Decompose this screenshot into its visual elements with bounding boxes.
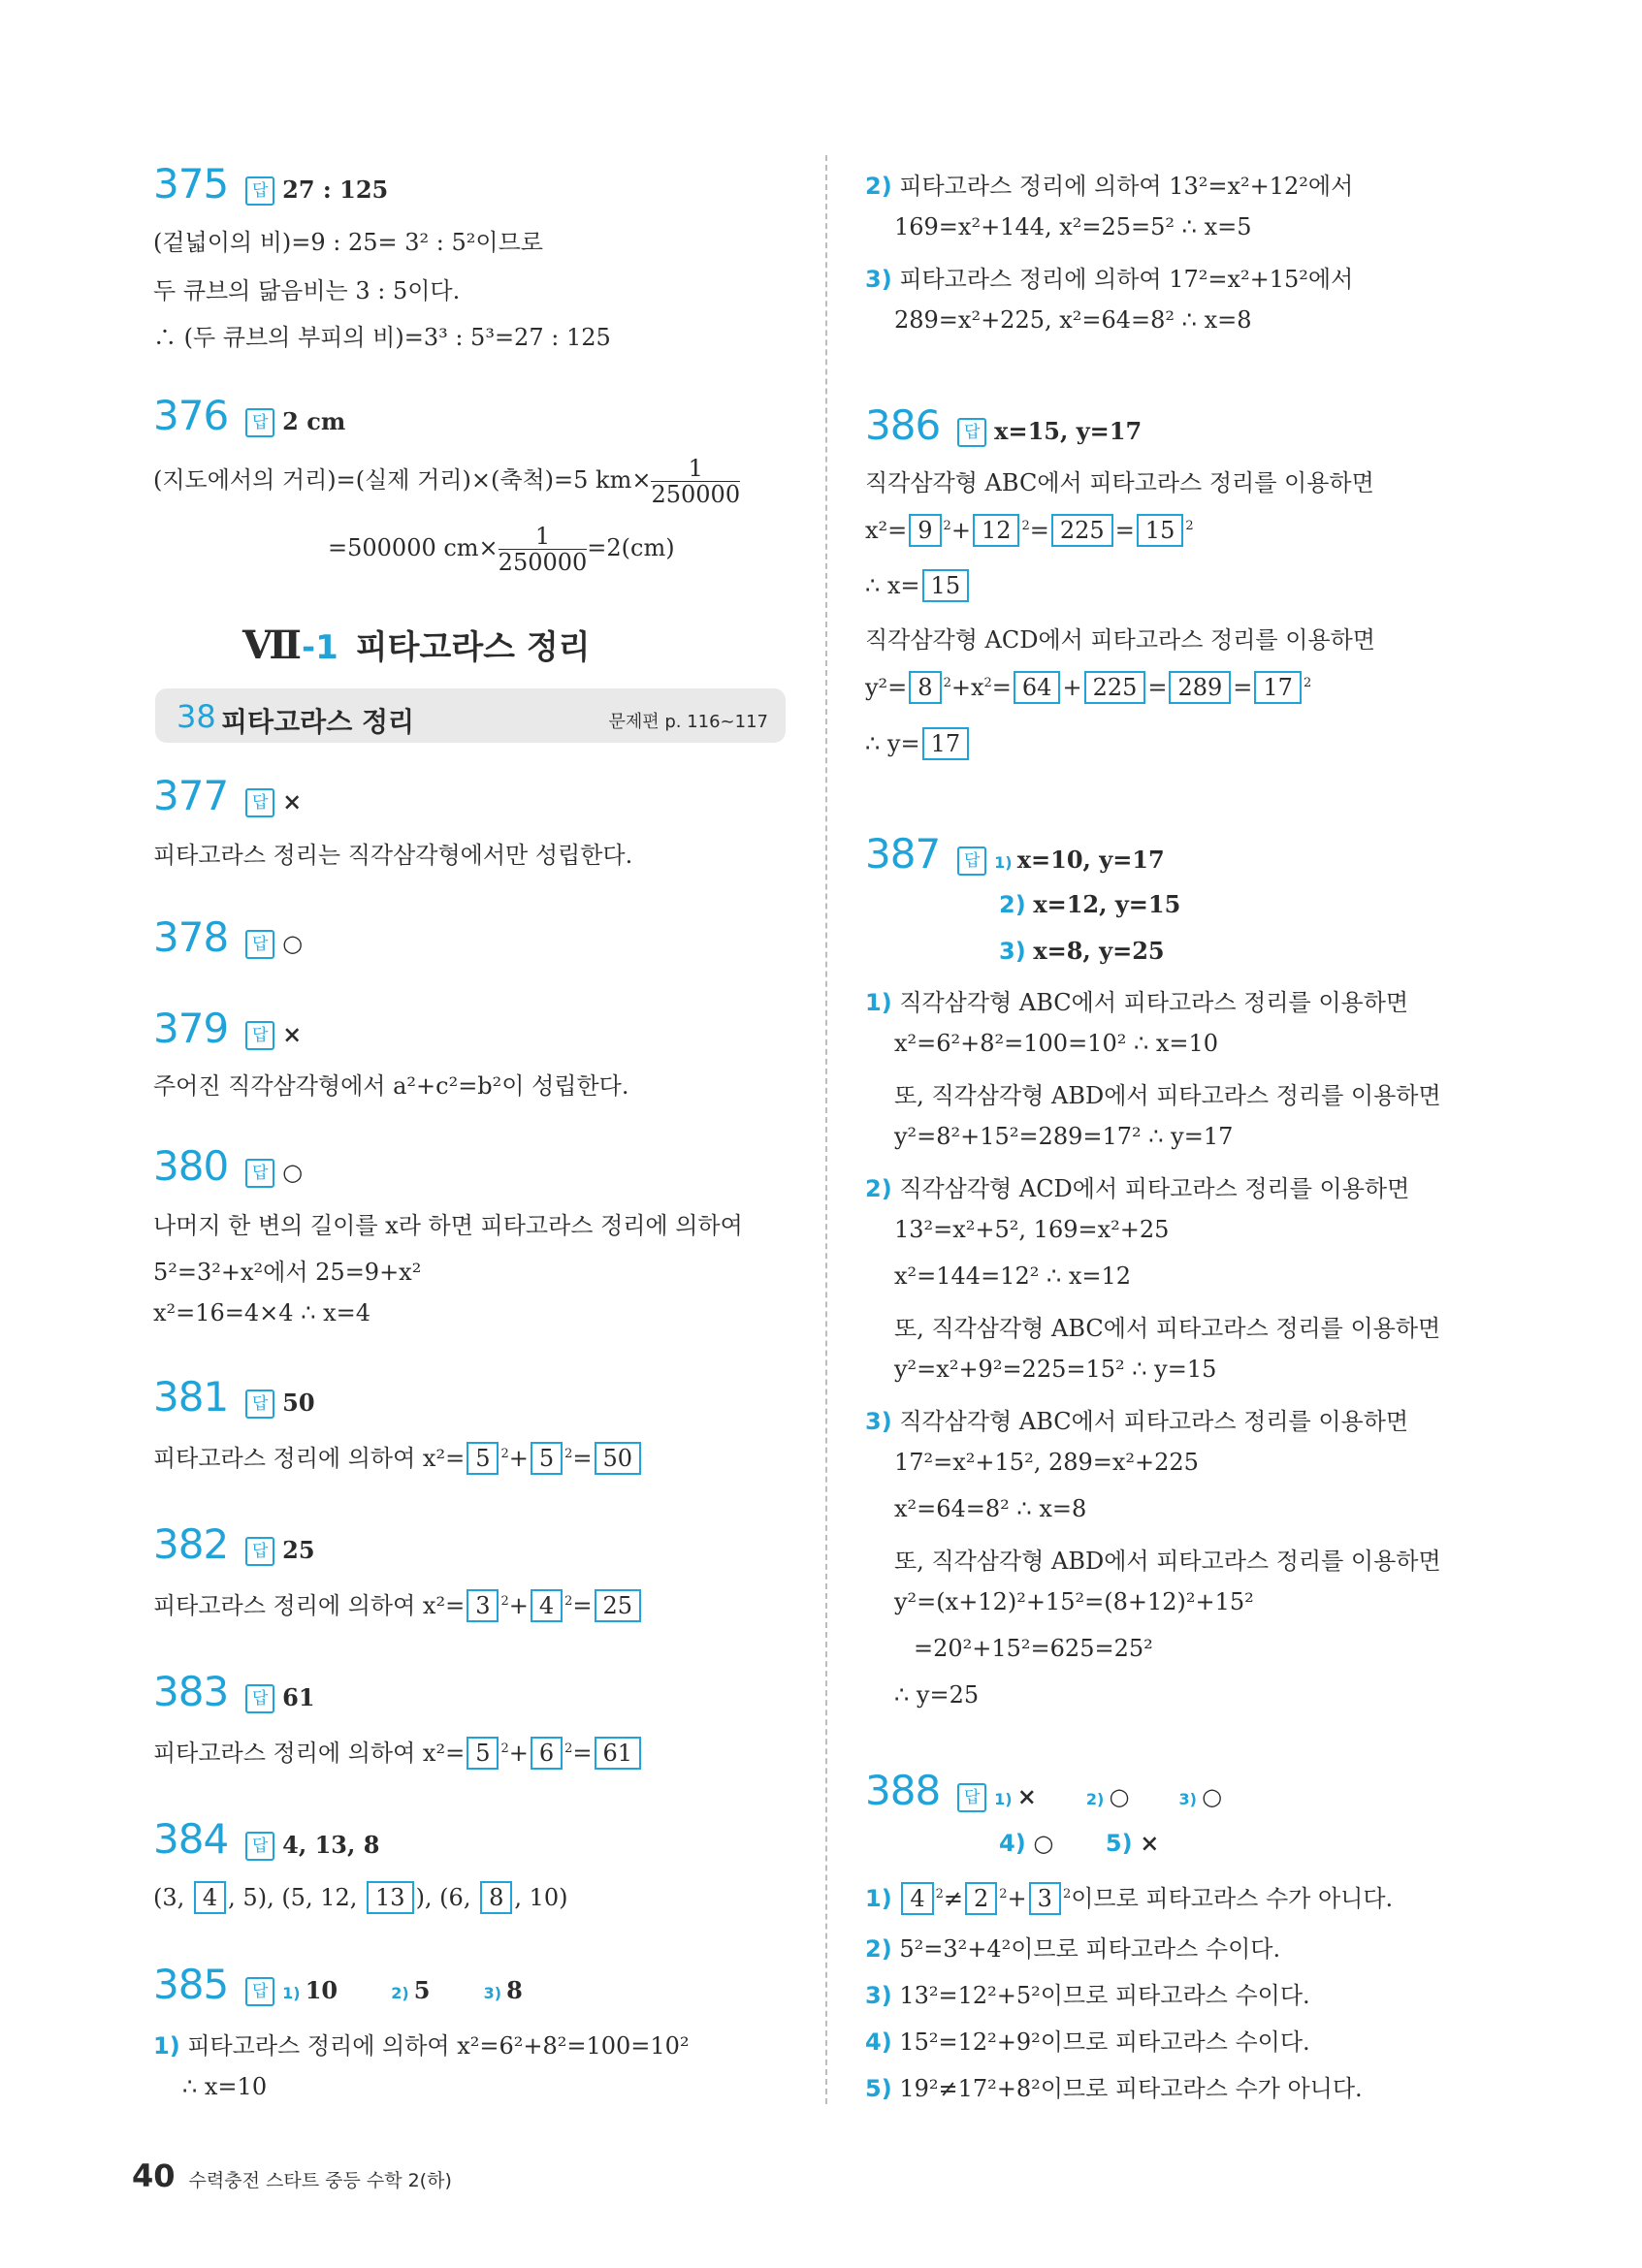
fill-box: 17 [922, 727, 970, 760]
fill-box: 6 [531, 1737, 563, 1770]
solution-text: 15²=12²+9²이므로 피타고라스 수이다. [899, 2028, 1310, 2056]
solution-text: 피타고라스 정리에 의하여 13²=x²+12²에서 [899, 173, 1354, 200]
solution-line: 피타고라스 정리에 의하여 x²= 5 $^2$+ 6 $^2$= 61 [153, 1734, 643, 1770]
solution-line: x²=144=12² ∴ x=12 [894, 1262, 1132, 1290]
numerator: 1 [651, 456, 740, 482]
problem-number: 380 [153, 1142, 229, 1190]
solution-line [865, 727, 971, 760]
solution-text: 이므로 피타고라스 수가 아니다. [1071, 1885, 1394, 1912]
page-number: 40 [132, 2157, 176, 2194]
solution-text: ), (6, [415, 1884, 479, 1911]
subpart-number: 3) [1178, 1790, 1197, 1808]
denominator: 250000 [498, 549, 588, 576]
answer-mark: 답 [245, 1977, 274, 2006]
solution-line: 169=x²+144, x²=25=5² ∴ x=5 [894, 213, 1252, 240]
fill-box: 5 [467, 1737, 499, 1770]
section-number: 38 [177, 698, 216, 735]
answer: 10 [305, 1976, 338, 2004]
problem-385-header [153, 1961, 523, 2012]
answer: × [282, 1020, 303, 1048]
fill-box: 225 [1084, 671, 1146, 704]
solution-text: 5²=3²+4²이므로 피타고라스 수이다. [899, 1935, 1281, 1963]
column-divider [825, 155, 827, 2104]
subpart-number: 2) [865, 1935, 892, 1963]
fraction [651, 456, 740, 507]
problem-number: 382 [153, 1520, 229, 1568]
answer: ○ [282, 929, 304, 957]
subpart-number: 3) [483, 1984, 502, 2002]
problem-number: 386 [865, 401, 941, 449]
solution-text: ∴ y= [865, 730, 920, 757]
problem-381-header [153, 1373, 315, 1424]
subpart-number: 3) [999, 938, 1026, 965]
answer-line [999, 1829, 1159, 1857]
solution-line [328, 524, 675, 575]
answer-mark: 답 [245, 176, 274, 206]
solution-line [865, 569, 971, 602]
problem-383-header [153, 1668, 315, 1719]
answer-mark: 답 [245, 788, 274, 817]
subpart-number: 2) [865, 1175, 892, 1202]
subpart-number: 3) [865, 1408, 892, 1435]
fill-box: 4 [194, 1881, 226, 1914]
solution-line [865, 260, 1353, 294]
solution-line: ∴ (두 큐브의 부피의 비)=3³ : 5³=27 : 125 [153, 324, 611, 351]
problem-375-header [153, 160, 388, 211]
solution-text: 피타고라스 정리에 의하여 17²=x²+15²에서 [899, 266, 1354, 293]
problem-384-header [153, 1815, 379, 1867]
solution-text: 피타고라스 정리에 의하여 x²= [153, 1592, 466, 1619]
chapter-roman: Ⅶ [242, 623, 302, 668]
solution-line [865, 1976, 1310, 2010]
answer: 5 [413, 1976, 431, 2004]
solution-line: 직각삼각형 ACD에서 피타고라스 정리를 이용하면 [865, 626, 1375, 654]
solution-line: y²= 8 $^2+x^2= 64 + 225 = 289 = 17$ $^2$ [865, 671, 1311, 704]
solution-text: (지도에서의 거리)=(실제 거리)×(축척)=5 km× [153, 466, 652, 494]
answer: x=10, y=17 [1016, 846, 1165, 874]
answer: ○ [1033, 1829, 1054, 1857]
fill-box: 15 [922, 569, 970, 602]
answer: 4, 13, 8 [282, 1831, 380, 1859]
fill-box: 3 [467, 1589, 499, 1622]
solution-line [865, 1169, 1409, 1203]
solution-line: 17²=x²+15², 289=x²+225 [894, 1449, 1199, 1476]
problem-387-header [865, 830, 1165, 881]
fill-box: 15 [1137, 514, 1184, 547]
solution-text: 피타고라스 정리에 의하여 x²= [153, 1445, 466, 1472]
problem-number: 383 [153, 1668, 229, 1715]
fraction [499, 524, 588, 575]
answer: × [282, 787, 303, 815]
answer: x=12, y=15 [1033, 890, 1181, 918]
problem-386-header [865, 401, 1142, 453]
page-footer [132, 2157, 452, 2194]
problem-number: 387 [865, 830, 941, 878]
section-title: 피타고라스 정리 [221, 706, 415, 738]
solution-text: 19²≠17²+8²이므로 피타고라스 수가 아니다. [899, 2075, 1363, 2102]
answer-mark: 답 [245, 930, 274, 959]
solution-line: =20²+15²=625=25² [914, 1635, 1153, 1662]
subpart-number: 1) [994, 853, 1013, 872]
answer: 8 [506, 1976, 523, 2004]
solution-line: 피타고라스 정리에 의하여 x²= 3 $^2$+ 4 $^2$= 25 [153, 1586, 643, 1622]
solution-line [865, 167, 1353, 201]
chapter-num: -1 [302, 628, 338, 667]
answer: ○ [1109, 1782, 1130, 1810]
solution-text: 13²=12²+5²이므로 피타고라스 수이다. [899, 1982, 1310, 2009]
solution-line: 피타고라스 정리에 의하여 x²= 5 $^2$+ 5 $^2$= 50 [153, 1439, 643, 1475]
answer-mark: 답 [245, 1832, 274, 1861]
problem-number: 378 [153, 913, 229, 961]
solution-line: y²=8²+15²=289=17² ∴ y=17 [894, 1123, 1234, 1150]
fill-box: 5 [531, 1442, 563, 1475]
solution-text: , 5), (5, 12, [228, 1884, 366, 1911]
problem-377-header [153, 772, 302, 823]
problem-number: 376 [153, 392, 229, 439]
solution-line: 두 큐브의 닮음비는 3 : 5이다. [153, 277, 461, 304]
subpart-number: 2) [1085, 1790, 1105, 1808]
solution-text: , 10) [514, 1884, 568, 1911]
problem-380-header [153, 1142, 303, 1194]
solution-text: 직각삼각형 ABC에서 피타고라스 정리를 이용하면 [899, 1408, 1409, 1435]
fill-box: 50 [595, 1442, 642, 1475]
answer-mark: 답 [245, 1390, 274, 1419]
answer: 50 [282, 1389, 315, 1417]
solution-line [865, 983, 1408, 1017]
solution-line: x²= 9 $^2$+ 12 $^2$= 225 = 15 $^2$ [865, 514, 1194, 547]
subpart-number: 4) [999, 1830, 1026, 1857]
solution-line: 또, 직각삼각형 ABC에서 피타고라스 정리를 이용하면 [894, 1315, 1441, 1342]
fill-box: 2 [965, 1882, 997, 1915]
problem-378-header [153, 913, 303, 965]
fill-box: 17 [1254, 671, 1302, 704]
subpart-number: 2) [391, 1984, 409, 2002]
solution-text: x²= [865, 517, 908, 544]
book-title: 수력충전 스타트 중등 수학 2(하) [188, 2170, 452, 2191]
subpart-number: 1) [865, 989, 892, 1016]
problem-number: 381 [153, 1373, 229, 1421]
answer-mark: 답 [957, 1783, 986, 1812]
answer-mark: 답 [245, 1021, 274, 1050]
solution-line [153, 456, 740, 507]
problem-number: 384 [153, 1815, 229, 1863]
fill-box: 61 [595, 1737, 642, 1770]
answer-mark: 답 [245, 1159, 274, 1188]
solution-text: 직각삼각형 ABC에서 피타고라스 정리를 이용하면 [899, 989, 1409, 1016]
subpart-number: 4) [865, 2028, 892, 2056]
subpart-number: 3) [865, 266, 892, 293]
fill-box: 25 [595, 1589, 642, 1622]
fill-box: 289 [1169, 671, 1231, 704]
answer-mark: 답 [245, 1537, 274, 1566]
problem-388-header [865, 1767, 1222, 1818]
solution-line: 또, 직각삼각형 ABD에서 피타고라스 정리를 이용하면 [894, 1548, 1441, 1575]
solution-line: 주어진 직각삼각형에서 a²+c²=b²이 성립한다. [153, 1072, 629, 1100]
solution-text: y²= [865, 674, 908, 701]
subpart-number: 1) [282, 1984, 301, 2002]
answer-mark: 답 [245, 408, 274, 437]
solution-line: 1) 4 $^2$≠ 2 $^2$+ 3 $^2$이므로 피타고라스 수가 아니다. [865, 1879, 1393, 1915]
answer-mark: 답 [245, 1684, 274, 1713]
fill-box: 4 [531, 1589, 563, 1622]
solution-text: 직각삼각형 ACD에서 피타고라스 정리를 이용하면 [899, 1175, 1410, 1202]
answer: x=15, y=17 [994, 417, 1143, 445]
fill-box: 12 [973, 514, 1020, 547]
answer: 61 [282, 1683, 315, 1711]
answer: × [1016, 1782, 1037, 1810]
answer-line [999, 937, 1165, 965]
subpart-number: 5) [1105, 1830, 1133, 1857]
fill-box: 225 [1051, 514, 1113, 547]
problem-number: 377 [153, 772, 229, 819]
section-bar [155, 688, 786, 743]
fill-box: 3 [1029, 1882, 1061, 1915]
solution-line: 또, 직각삼각형 ABD에서 피타고라스 정리를 이용하면 [894, 1082, 1441, 1109]
solution-line: 5²=3²+x²에서 25=9+x² [153, 1259, 422, 1286]
answer-mark: 답 [957, 418, 986, 447]
answer: ○ [1202, 1782, 1223, 1810]
solution-text: (3, [153, 1884, 192, 1911]
fill-box: 8 [480, 1881, 512, 1914]
fill-box: 13 [367, 1881, 414, 1914]
subpart-number: 1) [865, 1885, 892, 1912]
solution-line: 직각삼각형 ABC에서 피타고라스 정리를 이용하면 [865, 469, 1374, 496]
answer: 25 [282, 1536, 315, 1564]
solution-text: 피타고라스 정리에 의하여 x²= [153, 1740, 466, 1767]
solution-line [153, 2027, 690, 2060]
answer: ○ [282, 1158, 304, 1186]
answer: x=8, y=25 [1033, 937, 1165, 965]
solution-text: ∴ x= [865, 572, 920, 599]
answer-mark: 답 [957, 847, 986, 876]
solution-line: 13²=x²+5², 169=x²+25 [894, 1216, 1170, 1243]
solution-line: 289=x²+225, x²=64=8² ∴ x=8 [894, 306, 1252, 334]
problem-379-header [153, 1005, 302, 1056]
solution-line: ∴ x=10 [182, 2073, 268, 2100]
fill-box: 5 [467, 1442, 499, 1475]
numerator: 1 [499, 524, 588, 550]
solution-line: x²=6²+8²=100=10² ∴ x=10 [894, 1030, 1219, 1057]
solution-line [153, 1881, 568, 1914]
answer: × [1140, 1829, 1160, 1857]
fill-box: 4 [901, 1882, 933, 1915]
problem-number: 385 [153, 1961, 229, 2008]
solution-text: 피타고라스 정리에 의하여 x²=6²+8²=100=10² [187, 2032, 690, 2060]
problem-376-header [153, 392, 345, 443]
denominator: 250000 [651, 481, 741, 508]
solution-line [865, 2069, 1363, 2103]
solution-line: 피타고라스 정리는 직각삼각형에서만 성립한다. [153, 842, 633, 869]
subpart-number: 1) [153, 2032, 180, 2060]
solution-text: ≠ [943, 1885, 963, 1912]
fill-box: 9 [909, 514, 941, 547]
fill-box: 64 [1014, 671, 1061, 704]
solution-line: (겉넓이의 비)=9 : 25= 3² : 5²이므로 [153, 229, 543, 256]
solution-line [865, 2023, 1310, 2057]
section-pages: 문제편 p. 116~117 [608, 712, 768, 732]
subpart-number: 2) [999, 891, 1026, 918]
solution-text: =2(cm) [587, 534, 675, 561]
solution-line: ∴ y=25 [894, 1681, 980, 1709]
fill-box: 8 [909, 671, 941, 704]
problem-number: 388 [865, 1767, 941, 1814]
problem-number: 375 [153, 160, 229, 208]
solution-line: y²=x²+9²=225=15² ∴ y=15 [894, 1356, 1217, 1383]
solution-line: x²=16=4×4 ∴ x=4 [153, 1299, 371, 1326]
answer-line [999, 890, 1180, 918]
solution-text: =500000 cm× [328, 534, 499, 561]
chapter-title: 피타고라스 정리 [355, 628, 591, 667]
subpart-number: 5) [865, 2075, 892, 2102]
subpart-number: 2) [865, 173, 892, 200]
solution-line: y²=(x+12)²+15²=(8+12)²+15² [894, 1588, 1254, 1615]
solution-line: 나머지 한 변의 길이를 x라 하면 피타고라스 정리에 의하여 [153, 1212, 743, 1239]
chapter-heading [242, 621, 591, 668]
solution-line: x²=64=8² ∴ x=8 [894, 1495, 1087, 1522]
answer: 27 : 125 [282, 176, 389, 204]
subpart-number: 1) [994, 1790, 1013, 1808]
problem-382-header [153, 1520, 315, 1572]
solution-line [865, 1402, 1408, 1436]
subpart-number: 3) [865, 1982, 892, 2009]
problem-number: 379 [153, 1005, 229, 1052]
solution-line [865, 1930, 1280, 1964]
answer: 2 cm [282, 407, 346, 435]
